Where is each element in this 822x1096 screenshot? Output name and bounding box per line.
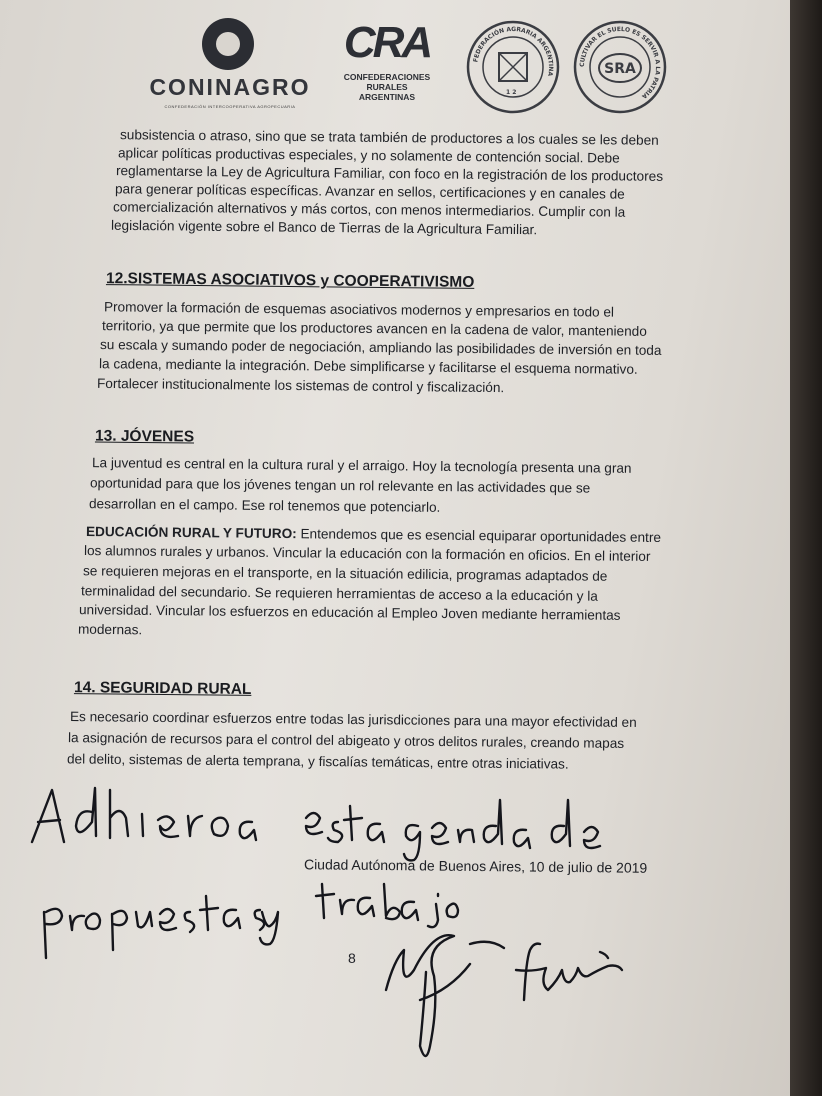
section-12-line-3: su escala y sumando poder de negociación, ampliando las posibilidades de inversión en toda [99,337,662,358]
education-line-2: los alumnos rurales y urbanos. Vincular la educación con la formación en oficios. En el interior [83,543,651,564]
section-12-line-4: la cadena, mediante la integración. Debe simplificarse y facilitarse el esquema normativo. [98,356,638,377]
svg-text:FEDERACIÓN AGRARIA ARGENTINA: FEDERACIÓN AGRARIA ARGENTINA [472,25,555,77]
page-number: 8 [348,950,356,966]
coninagro-emblem-icon [202,18,254,70]
section-12-heading: 12.SISTEMAS ASOCIATIVOS y COOPERATIVISMO [105,270,475,291]
svg-text:1 2: 1 2 [506,89,517,96]
section-13-line-1: La juventud es central en la cultura rural y el arraigo. Hoy la tecnología presenta una gran [91,455,632,476]
education-line-6: modernas. [77,621,143,638]
intro-line-6: legislación vigente sobre el Banco de Tierras de la Agricultura Familiar. [110,217,538,238]
cra-line1: CONFEDERACIONES [343,72,431,82]
education-line-5: universidad. Vincular los esfuerzos en educación al Empleo Joven mediante herramientas [78,602,621,623]
cra-mark: CRA [343,18,431,67]
intro-line-1: subsistencia o atraso, sino que se trata también de productores a los cuales se les deben [119,127,659,148]
education-first-line-text: Entendemos que es esencial equiparar oportunidades entre [296,526,662,546]
education-line-4: terminalidad del secundario. Se requieren herramientas de acceso a la educación y la [80,583,598,604]
svg-text:CULTIVAR EL SUELO ES SERVIR A: CULTIVAR EL SUELO ES SERVIR A LA PATRIA [578,25,662,100]
cra-line2: RURALES [366,82,408,92]
section-12-line-2: territorio, ya que permite que los productores avancen en la cadena de valor, manteniendo [101,318,647,339]
cra-subtitle [332,72,442,102]
section-12-line-5: Fortalecer institucionalmente los sistemas de control y fiscalización. [96,375,505,396]
page-edge-shadow [790,0,822,1096]
section-13-line-2: oportunidad para que los jóvenes tengan un rol relevante en las actividades que se [89,475,591,496]
section-14-heading: 14. SEGURIDAD RURAL [73,679,252,698]
section-13-heading: 13. JÓVENES [94,427,195,446]
education-subheading: EDUCACIÓN RURAL Y FUTURO: [85,523,297,542]
coninagro-tagline: CONFEDERACIÓN INTERCOOPERATIVA AGROPECUARIA [164,104,296,109]
coninagro-name: CONINAGRO [149,74,311,100]
section-13-line-3: desarrollan en el campo. Ese rol tenemos que potenciarlo. [88,496,441,515]
place-and-date: Ciudad Autónoma de Buenos Aires, 10 de julio de 2019 [303,856,648,876]
intro-line-3: reglamentarse la Ley de Agricultura Familiar, con foco en la registración de los productores [115,163,664,184]
education-first-line [86,524,661,545]
intro-line-5: comercialización alternativos y más cortos, con menos intermediarios. Cumplir con la [112,199,626,220]
intro-line-4: para generar políticas específicas. Avanzar en sellos, certificaciones y en canales de [114,181,625,202]
section-14-line-2: la asignación de recursos para el control del abigeato y otros delitos rurales, creando mapas [67,730,625,751]
svg-text:SRA: SRA [604,61,636,77]
section-14-line-3: del delito, sistemas de alerta temprana, y fiscalías temáticas, entre otras iniciativas. [66,751,569,772]
cra-logo [332,18,442,112]
faa-seal-icon [466,20,560,114]
education-line-3: se requieren mejoras en el transporte, en la situación edilicia, programas adaptados de [82,563,608,584]
intro-line-2: aplicar políticas productivas especiales, y no solamente de contención social. Debe [117,145,620,166]
coninagro-logo [140,18,320,108]
sra-seal-icon [573,20,667,114]
section-14-line-1: Es necesario coordinar esfuerzos entre todas las jurisdicciones para una mayor efectividad en [69,709,637,730]
section-12-line-1: Promover la formación de esquemas asociativos modernos y empresarios en todo el [103,299,615,320]
cra-line3: ARGENTINAS [358,92,416,102]
